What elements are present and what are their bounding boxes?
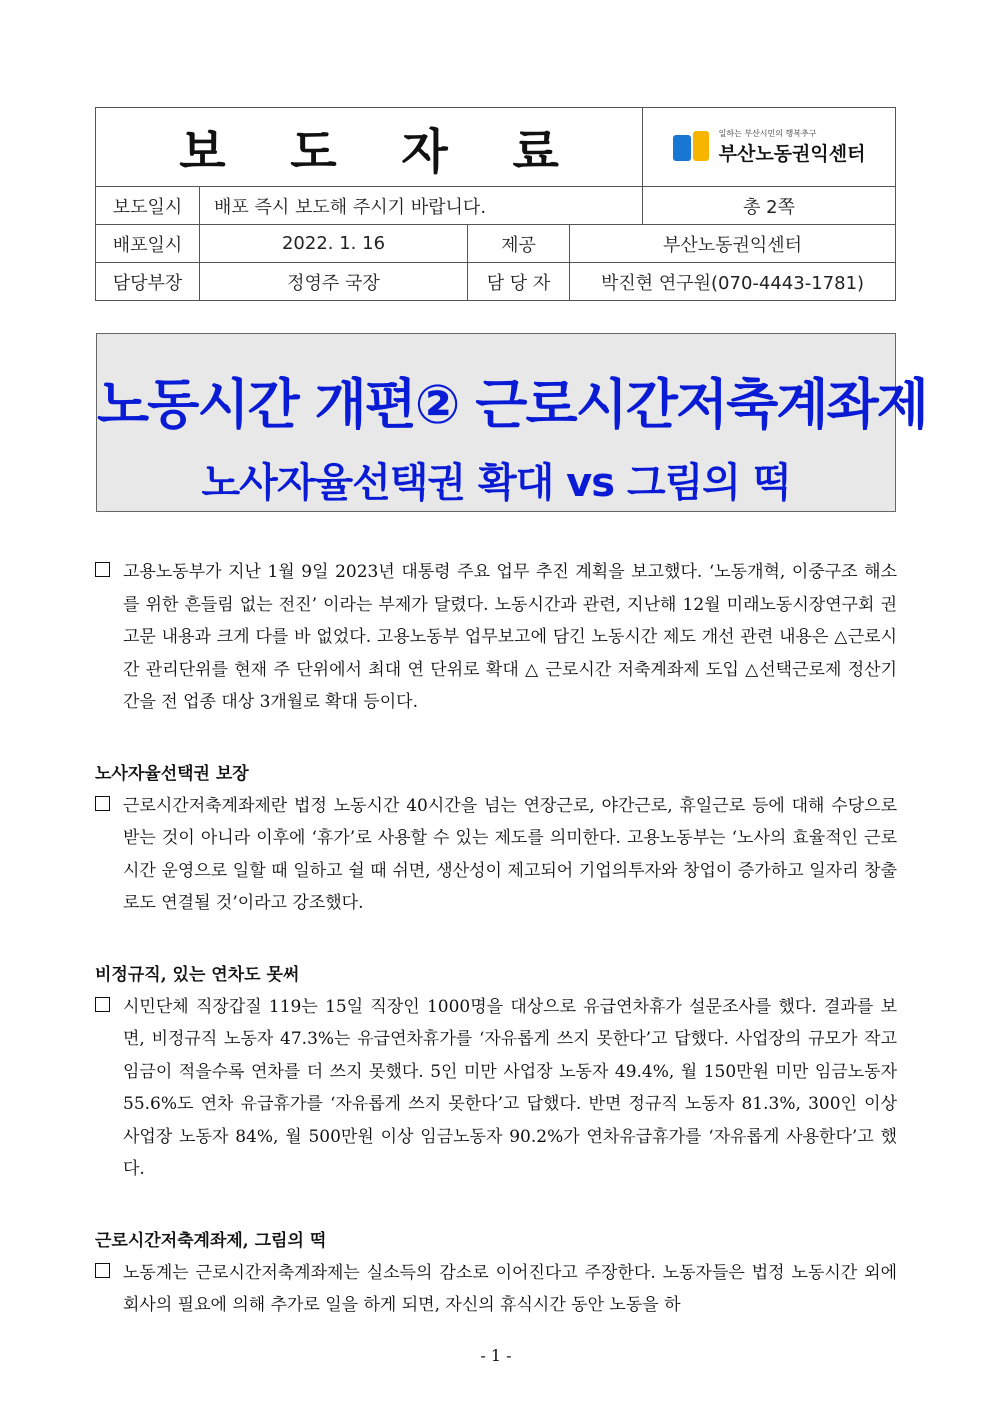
checkbox-bullet-icon (95, 796, 110, 811)
press-release-title: 보 도 자 료 (179, 123, 583, 180)
page-number: - 1 - (480, 1346, 512, 1365)
provider-value: 부산노동권익센터 (570, 225, 896, 263)
article-body (95, 556, 897, 1322)
logo-slogan: 일하는 부산시민의 행복추구 (718, 129, 817, 138)
logo-cell (643, 108, 896, 187)
section-heading: 노사자율선택권 보장 (95, 763, 249, 784)
manager-label: 담당부장 (96, 263, 200, 301)
contact-label: 담 당 자 (468, 263, 570, 301)
center-logo (643, 128, 895, 166)
center-logo-icon (673, 131, 711, 163)
release-date-label: 보도일시 (96, 187, 200, 225)
section-heading: 근로시간저축계좌제, 그림의 떡 (95, 1230, 327, 1251)
logo-name: 부산노동권익센터 (718, 143, 866, 165)
press-release-title-cell (96, 108, 643, 187)
paragraph-intro (95, 556, 897, 719)
contact-value: 박진현 연구원(070-4443-1781) (570, 263, 896, 301)
checkbox-bullet-icon (95, 997, 110, 1012)
provider-label: 제공 (468, 225, 570, 263)
headline-box (96, 333, 927, 512)
distribution-date-label: 배포일시 (96, 225, 200, 263)
headline-sub: 노사자율선택권 확대 vs 그림의 떡 (201, 460, 791, 506)
headline-main: 노동시간 개편② 근로시간저축계좌제 (97, 373, 927, 436)
checkbox-bullet-icon (95, 562, 110, 577)
paragraph-pie-in-sky (95, 1257, 897, 1322)
distribution-date-value: 2022. 1. 16 (200, 225, 468, 263)
press-header-table (95, 107, 896, 301)
paragraph-text: 시민단체 직장갑질 119는 15일 직장인 1000명을 대상으로 유급연차휴가 설문조사를 했다. 결과를 보면, 비정규직 노동자 47.3%는 유급연차휴가를 ‘자유롭게 쓰지 못한다’고 답했다. 사업장의 규모가 작고 임금이 적을수록 연차를 더 쓰지 못했다. 5인 미만 사업장 노동자 49.4%, 월 150만원 미만 임금노동자 55.6%도 연차 유급휴가를 ‘자유롭게 쓰지 못한다’고 답했다. 반면 정규직 노동자 81.3%, 300인 이상 사업장 노동자 84%, 월 500만원 이상 임금노동자 90.2%가 연차유급휴가를 ‘자유롭게 사용한다’고 했다. (123, 996, 897, 1179)
paragraph-autonomy (95, 790, 897, 920)
paragraph-text: 근로시간저축계좌제란 법정 노동시간 40시간을 넘는 연장근로, 야간근로, 휴일근로 등에 대해 수당으로 받는 것이 아니라 이후에 ‘휴가’로 사용할 수 있는 제도를 의미한다. 고용노동부는 ‘노사의 효율적인 근로시간 운영으로 일할 때 일하고 쉴 때 쉬면, 생산성이 제고되어 기업의투자와 창업이 증가하고 일자리 창출로도 연결될 것’이라고 강조했다. (123, 795, 897, 913)
paragraph-text: 고용노동부가 지난 1월 9일 2023년 대통령 주요 업무 추진 계획을 보고했다. ‘노동개혁, 이중구조 해소를 위한 흔들림 없는 전진’ 이라는 부제가 달렸다. 노동시간과 관련, 지난해 12월 미래노동시장연구회 권고문 내용과 크게 다를 바 없었다. 고용노동부 업무보고에 담긴 노동시간 제도 개선 관련 내용은 △근로시간 관리단위를 현재 주 단위에서 최대 연 단위로 확대 △ 근로시간 저축계좌제 도입 △선택근로제 정산기간을 전 업종 대상 3개월로 확대 등이다. (123, 562, 897, 712)
page-count: 총 2쪽 (643, 187, 896, 225)
release-date-value: 배포 즉시 보도해 주시기 바랍니다. (200, 187, 643, 225)
section-heading: 비정규직, 있는 연차도 못써 (95, 964, 300, 985)
manager-value: 정영주 국장 (200, 263, 468, 301)
paragraph-text: 노동계는 근로시간저축계좌제는 실소득의 감소로 이어진다고 주장한다. 노동자들은 법정 노동시간 외에 회사의 필요에 의해 추가로 일을 하게 되면, 자신의 휴식시간 동안 노동을 하 (123, 1262, 897, 1315)
checkbox-bullet-icon (95, 1263, 110, 1278)
paragraph-irregular (95, 991, 897, 1186)
